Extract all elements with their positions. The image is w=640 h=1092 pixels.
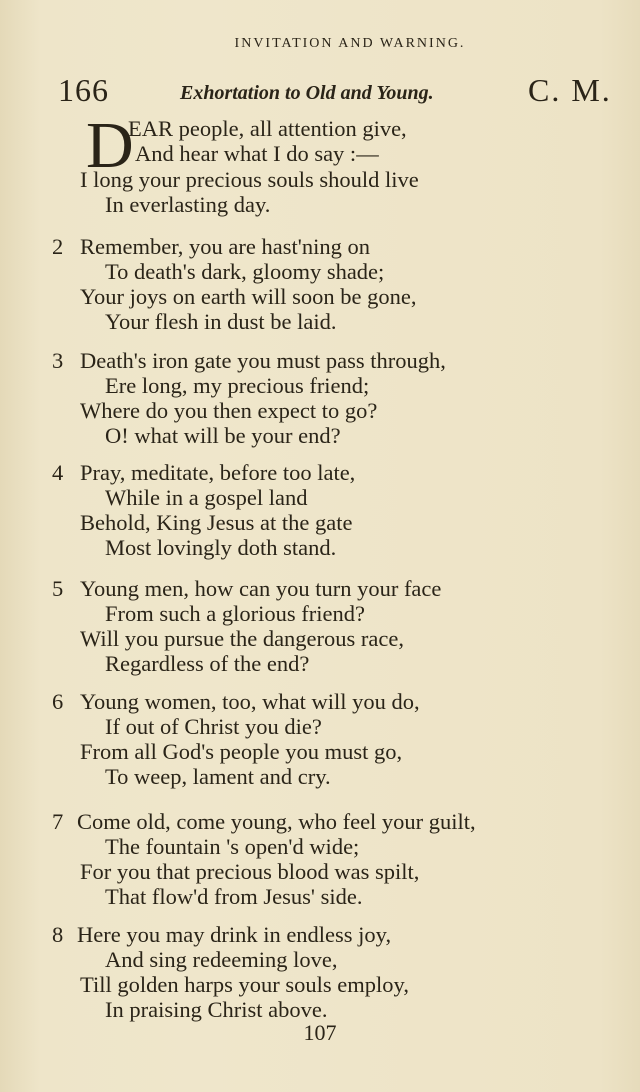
verse-number: 7 xyxy=(52,809,64,834)
verse-line: And hear what I do say :— xyxy=(135,141,379,166)
verse-line: In praising Christ above. xyxy=(105,997,328,1022)
verse-line: From such a glorious friend? xyxy=(105,601,365,626)
verse-line: Young men, how can you turn your face xyxy=(80,576,442,601)
verse-line: For you that precious blood was spilt, xyxy=(80,859,420,884)
verse-line: Behold, King Jesus at the gate xyxy=(80,510,353,535)
verse-line: Your joys on earth will soon be gone, xyxy=(80,284,417,309)
verse-number: 3 xyxy=(52,348,64,373)
verse-line: Pray, meditate, before too late, xyxy=(80,460,356,485)
verse-line: Death's iron gate you must pass through, xyxy=(80,348,446,373)
verse-number: 5 xyxy=(52,576,64,601)
verse-line: Regardless of the end? xyxy=(105,651,310,676)
verse-line: To death's dark, gloomy shade; xyxy=(105,259,385,284)
verse-line: From all God's people you must go, xyxy=(80,739,403,764)
verse-line: Remember, you are hast'ning on xyxy=(80,234,370,259)
verse-line: To weep, lament and cry. xyxy=(105,764,331,789)
page-number: 107 xyxy=(303,1020,337,1045)
verse-line: Ere long, my precious friend; xyxy=(105,373,370,398)
verse-line: And sing redeeming love, xyxy=(105,947,338,972)
running-head: INVITATION AND WARNING. xyxy=(234,36,466,51)
verse-line: Will you pursue the dangerous race, xyxy=(80,626,404,651)
hymn-meter: C. M. xyxy=(528,72,612,108)
hymn-title: Exhortation to Old and Young. xyxy=(180,82,434,104)
verse-number: 6 xyxy=(52,689,64,714)
verse-line: That flow'd from Jesus' side. xyxy=(105,884,363,909)
verse-line: Come old, come young, who feel your guilt, xyxy=(77,809,476,834)
dropcap-letter: D xyxy=(86,109,134,182)
verse-number: 8 xyxy=(52,922,64,947)
verse-line: Where do you then expect to go? xyxy=(80,398,378,423)
verse-line: Young women, too, what will you do, xyxy=(80,689,420,714)
verse-line: The fountain 's open'd wide; xyxy=(105,834,360,859)
verse-line: Till golden harps your souls employ, xyxy=(80,972,409,997)
verse-line: Most lovingly doth stand. xyxy=(105,535,337,560)
verse-line: O! what will be your end? xyxy=(105,423,341,448)
verse-line: I long your precious souls should live xyxy=(80,167,419,192)
verse-line: Here you may drink in endless joy, xyxy=(77,922,392,947)
verse-line: Your flesh in dust be laid. xyxy=(105,309,337,334)
verse-line: In everlasting day. xyxy=(105,192,271,217)
verse-line: If out of Christ you die? xyxy=(105,714,322,739)
verse-number: 2 xyxy=(52,234,64,259)
verse-number: 4 xyxy=(52,460,64,485)
verse-line: EAR people, all attention give, xyxy=(128,116,407,141)
hymn-number: 166 xyxy=(58,72,109,108)
verse-line: While in a gospel land xyxy=(105,485,308,510)
